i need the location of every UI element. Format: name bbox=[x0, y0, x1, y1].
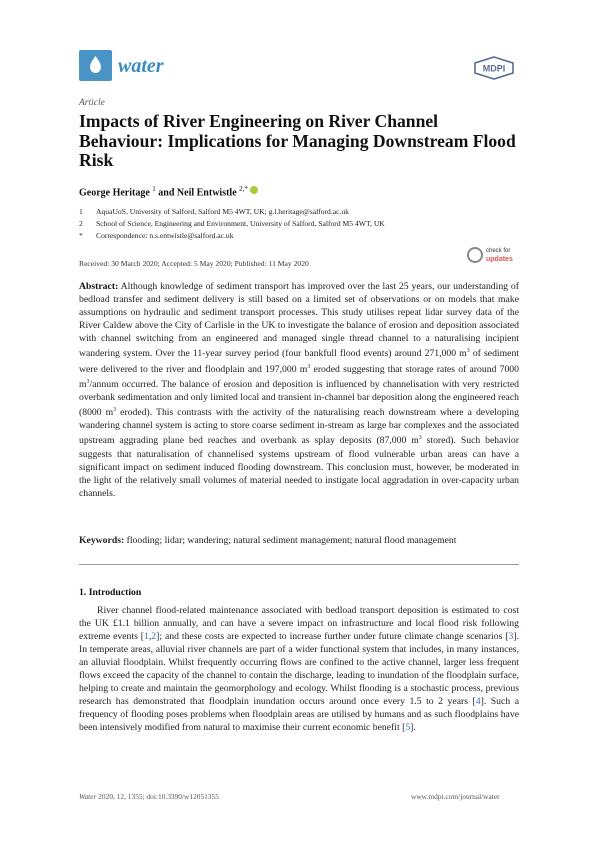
affiliation-item bbox=[79, 219, 385, 228]
check-updates-line1: check for bbox=[486, 248, 511, 254]
superscript: 3 bbox=[418, 435, 422, 442]
affiliation-item bbox=[79, 207, 349, 216]
body-text: River channel flood-related maintenance associated with bedload transport deposition is estimated to cost the UK £1.1 billion annually, and can have a severe impact on infrastructure and local flood risk following extreme events [ bbox=[79, 605, 519, 643]
body-text: ]; and these costs are expected to increase further under future climate change scenarios [ bbox=[156, 631, 509, 643]
abstract bbox=[79, 280, 519, 500]
abstract-text: Although knowledge of sediment transport has improved over the last 25 years, our understanding of bedload transfer and sediment delivery is still based on a limited set of observations or on models that make assumptions on hydraulic and sediment transport processes. This study utilises repeat lidar survey data of the River Caldew above the City of Carlisle in the UK to investigate the balance of erosion and deposition associated with channel switching from an engineered and managed single thread channel to a naturalising incipient wandering system. Over the 11-year survey period (four bankfull flood events) around 271,000 m bbox=[79, 281, 519, 360]
body-text: , bbox=[148, 631, 152, 643]
abstract-text: /annum occurred. The balance of erosion and deposition is influenced by channelisation with very restricted overbank sedimentation and only limited local and transient in-channel bar deposition along the engineered reach (8000 m bbox=[79, 379, 519, 419]
author-list bbox=[79, 185, 258, 198]
section-heading: 1. Introduction bbox=[79, 587, 142, 598]
citation-link[interactable]: 5 bbox=[405, 722, 411, 734]
footer-journal: Water bbox=[79, 792, 97, 801]
citation-link[interactable]: 4 bbox=[475, 696, 481, 708]
check-for-updates-button[interactable] bbox=[467, 245, 519, 267]
publisher-logo bbox=[472, 56, 516, 80]
check-updates-icon bbox=[467, 247, 483, 263]
abstract-label: Abstract: bbox=[79, 281, 119, 292]
body-text: ]. In temperate areas, alluvial river channels are part of a wider functional system that includes, in many instances, an alluvial floodplain. Whilst frequently occurring flows are confined to the active channel, larger less frequent flows exceed the capacity of the channel to contain the discharge, leading to inundation of the floodplain surface, helping to create and maintain the geomorphology and ecology. Whilst flooding is a stochastic process, previous research has demonstrated that floodplain inundation occurs around once every 1.5 to 2 years [ bbox=[79, 631, 520, 708]
section-divider bbox=[79, 564, 519, 565]
citation-link[interactable]: 1 bbox=[144, 631, 149, 643]
affiliation-mark: 1 bbox=[79, 207, 83, 216]
article-title: Impacts of River Engineering on River Channel Behaviour: Implications for Managing Downstream Flood Risk bbox=[79, 111, 516, 170]
citation-link[interactable]: 2 bbox=[151, 631, 157, 643]
publication-dates: Received: 30 March 2020; Accepted: 5 May 2020; Published: 11 May 2020 bbox=[79, 259, 309, 268]
affiliation-item bbox=[79, 231, 234, 240]
superscript: 3 bbox=[466, 348, 470, 355]
body-text: ]. bbox=[410, 722, 416, 734]
keywords-text: flooding; lidar; wandering; natural sediment management; natural flood management bbox=[124, 535, 457, 546]
author-affiliation-mark: 1 bbox=[152, 185, 156, 193]
author-conjunction: and bbox=[155, 187, 177, 199]
citation-link[interactable]: 3 bbox=[508, 631, 514, 643]
journal-logo-icon bbox=[79, 50, 112, 81]
abstract-text: eroded). This contrasts with the activity of the naturalising reach downstream where a developing wandering channel system is acting to store coarse sediment in-stream as large bar complexes and the associated upstream aggrading plane bed reaches and overbank as splay deposits (87,000 m bbox=[79, 407, 519, 447]
affiliation-text: School of Science, Engineering and Environment, University of Salford, Salford M5 4WT, UK bbox=[96, 219, 385, 228]
keywords-label: Keywords: bbox=[79, 535, 125, 546]
superscript: 3 bbox=[307, 363, 311, 370]
body-paragraph bbox=[79, 604, 519, 734]
footer-citation bbox=[79, 792, 219, 801]
check-updates-line2: updates bbox=[486, 256, 513, 263]
superscript: 3 bbox=[86, 378, 90, 385]
affiliation-text: AquaUoS, University of Salford, Salford M5 4WT, UK; g.l.heritage@salford.ac.uk bbox=[96, 207, 349, 216]
keywords bbox=[79, 535, 519, 546]
journal-name: water bbox=[118, 55, 164, 77]
affiliation-mark: * bbox=[79, 231, 83, 240]
affiliation-mark: 2 bbox=[79, 219, 83, 228]
footer-url[interactable]: www.mdpi.com/journal/water bbox=[411, 792, 500, 801]
author-affiliation-mark: 2,* bbox=[239, 185, 248, 193]
superscript: 3 bbox=[113, 407, 117, 414]
abstract-text: stored). Such behavior suggests that naturalisation of channelised systems upstream of flood vulnerable urban areas can have a significant impact on sediment induced flooding downstream. This conclusion must, however, be moderated in the light of the relatively small volumes of material needed to instigate local aggradation in over-capacity urban channels. bbox=[79, 435, 519, 499]
correspondence-text[interactable]: Correspondence: n.s.entwistle@salford.ac.uk bbox=[96, 231, 234, 240]
body-text: ]. Such a frequency of flooding poses problems when floodplain areas are utilised by humans and as such floodplains have been intensively modified from natural to maximise their current economic benefit [ bbox=[79, 696, 519, 734]
footer-citation-text[interactable]: 2020, 12, 1355; doi:10.3390/w12051355 bbox=[96, 792, 219, 801]
article-type: Article bbox=[79, 98, 105, 108]
svg-text:MDPI: MDPI bbox=[482, 63, 506, 74]
abstract-text: of sediment were delivered to the river and floodplain and 197,000 m bbox=[79, 348, 519, 375]
author-name[interactable]: Neil Entwistle bbox=[176, 187, 237, 199]
orcid-icon[interactable] bbox=[250, 186, 258, 194]
abstract-text: eroded suggesting that storage rates of around 7000 m bbox=[79, 363, 519, 391]
author-name[interactable]: George Heritage bbox=[79, 187, 150, 199]
